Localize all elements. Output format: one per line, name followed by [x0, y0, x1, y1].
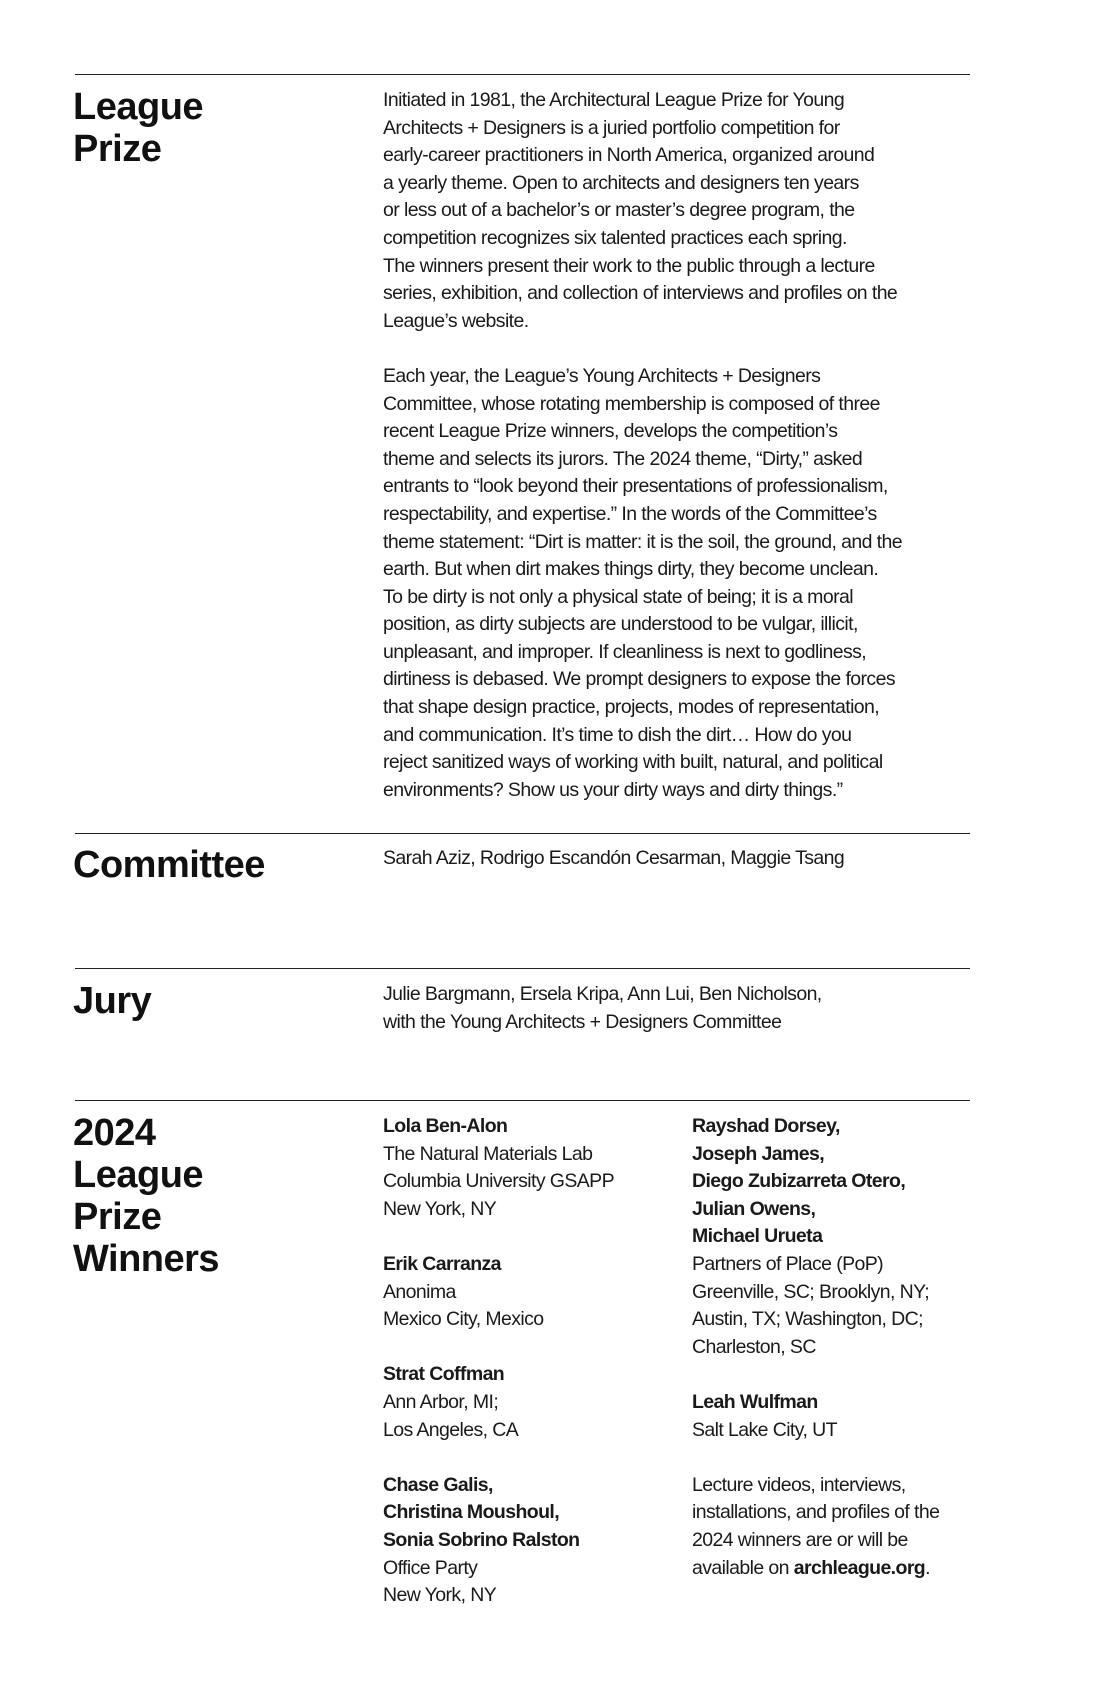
- winner-names: Strat Coffman: [383, 1363, 505, 1386]
- archleague-link[interactable]: archleague.org: [793, 1556, 926, 1579]
- availability-note-end: .: [925, 1556, 930, 1579]
- jury-body: [383, 981, 983, 1036]
- winner-names: Erik Carranza: [383, 1252, 501, 1275]
- winner-details: Ann Arbor, MI; Los Angeles, CA: [383, 1390, 519, 1441]
- section-divider: [75, 1100, 970, 1101]
- winner-details: Partners of Place (PoP) Greenville, SC; Brooklyn, NY; Austin, TX; Washington, DC; Charleston, SC: [692, 1252, 930, 1358]
- section-divider: [75, 74, 970, 75]
- section-divider: [75, 833, 970, 834]
- winners-heading: 2024 League Prize Winners: [73, 1112, 220, 1280]
- winner-names: Leah Wulfman: [692, 1390, 818, 1413]
- league-prize-body: [383, 87, 983, 804]
- winner-names: Rayshad Dorsey, Joseph James, Diego Zubizarreta Otero, Julian Owens, Michael Urueta: [692, 1115, 906, 1248]
- winner-entry: [383, 1472, 683, 1610]
- availability-note: [692, 1472, 972, 1582]
- section-divider: [75, 968, 970, 969]
- jury-heading: Jury: [73, 980, 152, 1022]
- winner-entry: [383, 1361, 683, 1444]
- winner-entry: [383, 1251, 683, 1334]
- winner-details: Office Party New York, NY: [383, 1556, 497, 1607]
- league-prize-heading: League Prize: [73, 86, 204, 170]
- league-prize-paragraph: Initiated in 1981, the Architectural League Prize for Young Architects + Designers is a juried portfolio competition for early-career practitioners in North America, organized around a yearly theme. Open to architects and designers ten years or less out of a bachelor’s or master’s degree program, the competition recognizes six talented practices each spring. The winners present their work to the public through a lecture series, exhibition, and collection of interviews and profiles on the League’s website.: [383, 89, 898, 332]
- committee-members: Sarah Aziz, Rodrigo Escandón Cesarman, Maggie Tsang: [383, 847, 845, 869]
- winners-column-left: [383, 1113, 683, 1637]
- winner-details: Anonima Mexico City, Mexico: [383, 1280, 544, 1331]
- winner-entry: [383, 1113, 683, 1223]
- league-prize-paragraph: Each year, the League’s Young Architects + Designers Committee, whose rotating membership is composed of three recent League Prize winners, develops the competition’s theme and selects its jurors. The 2024 theme, “Dirty,” asked entrants to “look beyond their presentations of professionalism, respectability, and expertise.” In the words of the Committee’s theme statement: “Dirt is matter: it is the soil, the ground, and the earth. But when dirt makes things dirty, they become unclean. To be dirty is not only a physical state of being; it is a moral position, as dirty subjects are understood to be vulgar, illicit, unpleasant, and improper. If cleanliness is next to godliness, dirtiness is debased. We prompt designers to expose the forces that shape design practice, projects, modes of representation, and communication. It’s time to dish the dirt… How do you reject sanitized ways of working with built, natural, and political environments? Show us your dirty ways and dirty things.”: [383, 364, 902, 801]
- winner-entry: [692, 1113, 972, 1361]
- committee-body: [383, 845, 983, 873]
- jury-members: Julie Bargmann, Ersela Kripa, Ann Lui, Ben Nicholson, with the Young Architects + Designers Committee: [383, 983, 822, 1033]
- availability-note-text: Lecture videos, interviews, installations, and profiles of the 2024 winners are or will be available on: [692, 1473, 940, 1579]
- winner-names: Chase Galis, Christina Moushoul, Sonia Sobrino Ralston: [383, 1473, 580, 1551]
- winner-details: Salt Lake City, UT: [692, 1418, 837, 1441]
- winners-column-right: [692, 1113, 972, 1582]
- winner-entry: [692, 1389, 972, 1444]
- winner-names: Lola Ben-Alon: [383, 1115, 508, 1137]
- winner-details: The Natural Materials Lab Columbia University GSAPP New York, NY: [383, 1142, 614, 1220]
- committee-heading: Committee: [73, 844, 265, 886]
